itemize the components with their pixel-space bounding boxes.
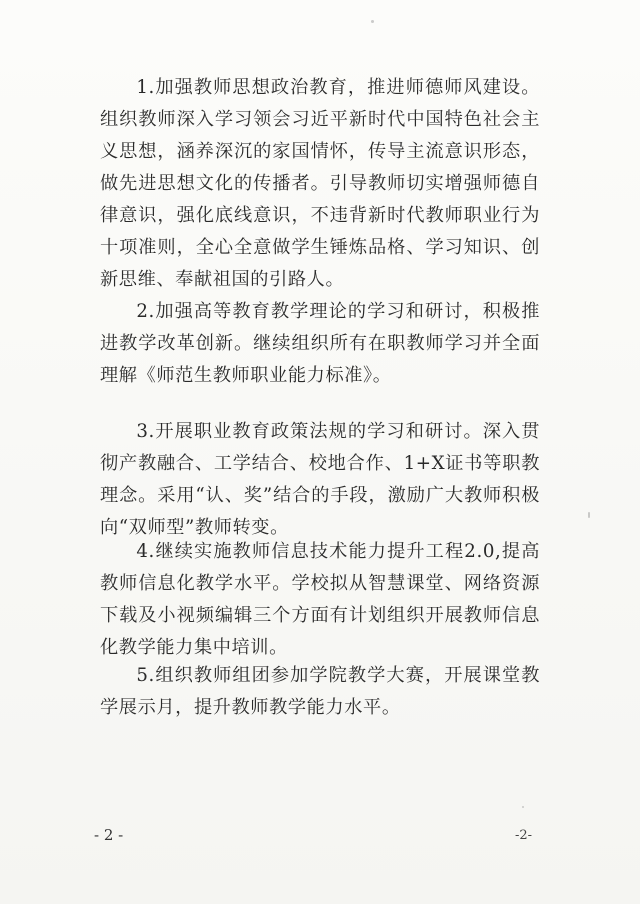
scan-speck — [588, 512, 590, 518]
paragraph-3: 3.开展职业教育政策法规的学习和研讨。深入贯彻产教融合、工学结合、校地合作、1+X证书等职教理念。采用“认、奖”结合的手段，激励广大教师积极向“双师型”教师转变。 — [100, 421, 540, 538]
page-number-right: -2- — [515, 828, 533, 843]
scan-speck — [522, 806, 524, 808]
paragraph-5: 5.组织教师组团参加学院教学大赛，开展课堂教学展示月，提升教师教学能力水平。 — [100, 665, 540, 718]
paragraph-1: 1.加强教师思想政治教育，推进师德师风建设。组织教师深入学习领会习近平新时代中国特色社会主义思想，涵养深沉的家国情怀，传导主流意识形态，做先进思想文化的传播者。引导教师切实增强师德自律意识，强化底线意识，不违背新时代教师职业行为十项准则，全心全意做学生锤炼品格、学习知识、创新思维、奉献祖国的引路人。 — [100, 77, 540, 290]
scan-speck — [371, 20, 374, 23]
page-number-left: - 2 - — [94, 826, 124, 844]
paragraph-2: 2.加强高等教育教学理论的学习和研讨，积极推进教学改革创新。继续组织所有在职教师学习并全面理解《师范生教师职业能力标准》。 — [100, 301, 540, 386]
paragraph-4: 4.继续实施教师信息技术能力提升工程2.0,提高教师信息化教学水平。学校拟从智慧课堂、网络资源下载及小视频编辑三个方面有计划组织开展教师信息化教学能力集中培训。 — [100, 541, 540, 658]
